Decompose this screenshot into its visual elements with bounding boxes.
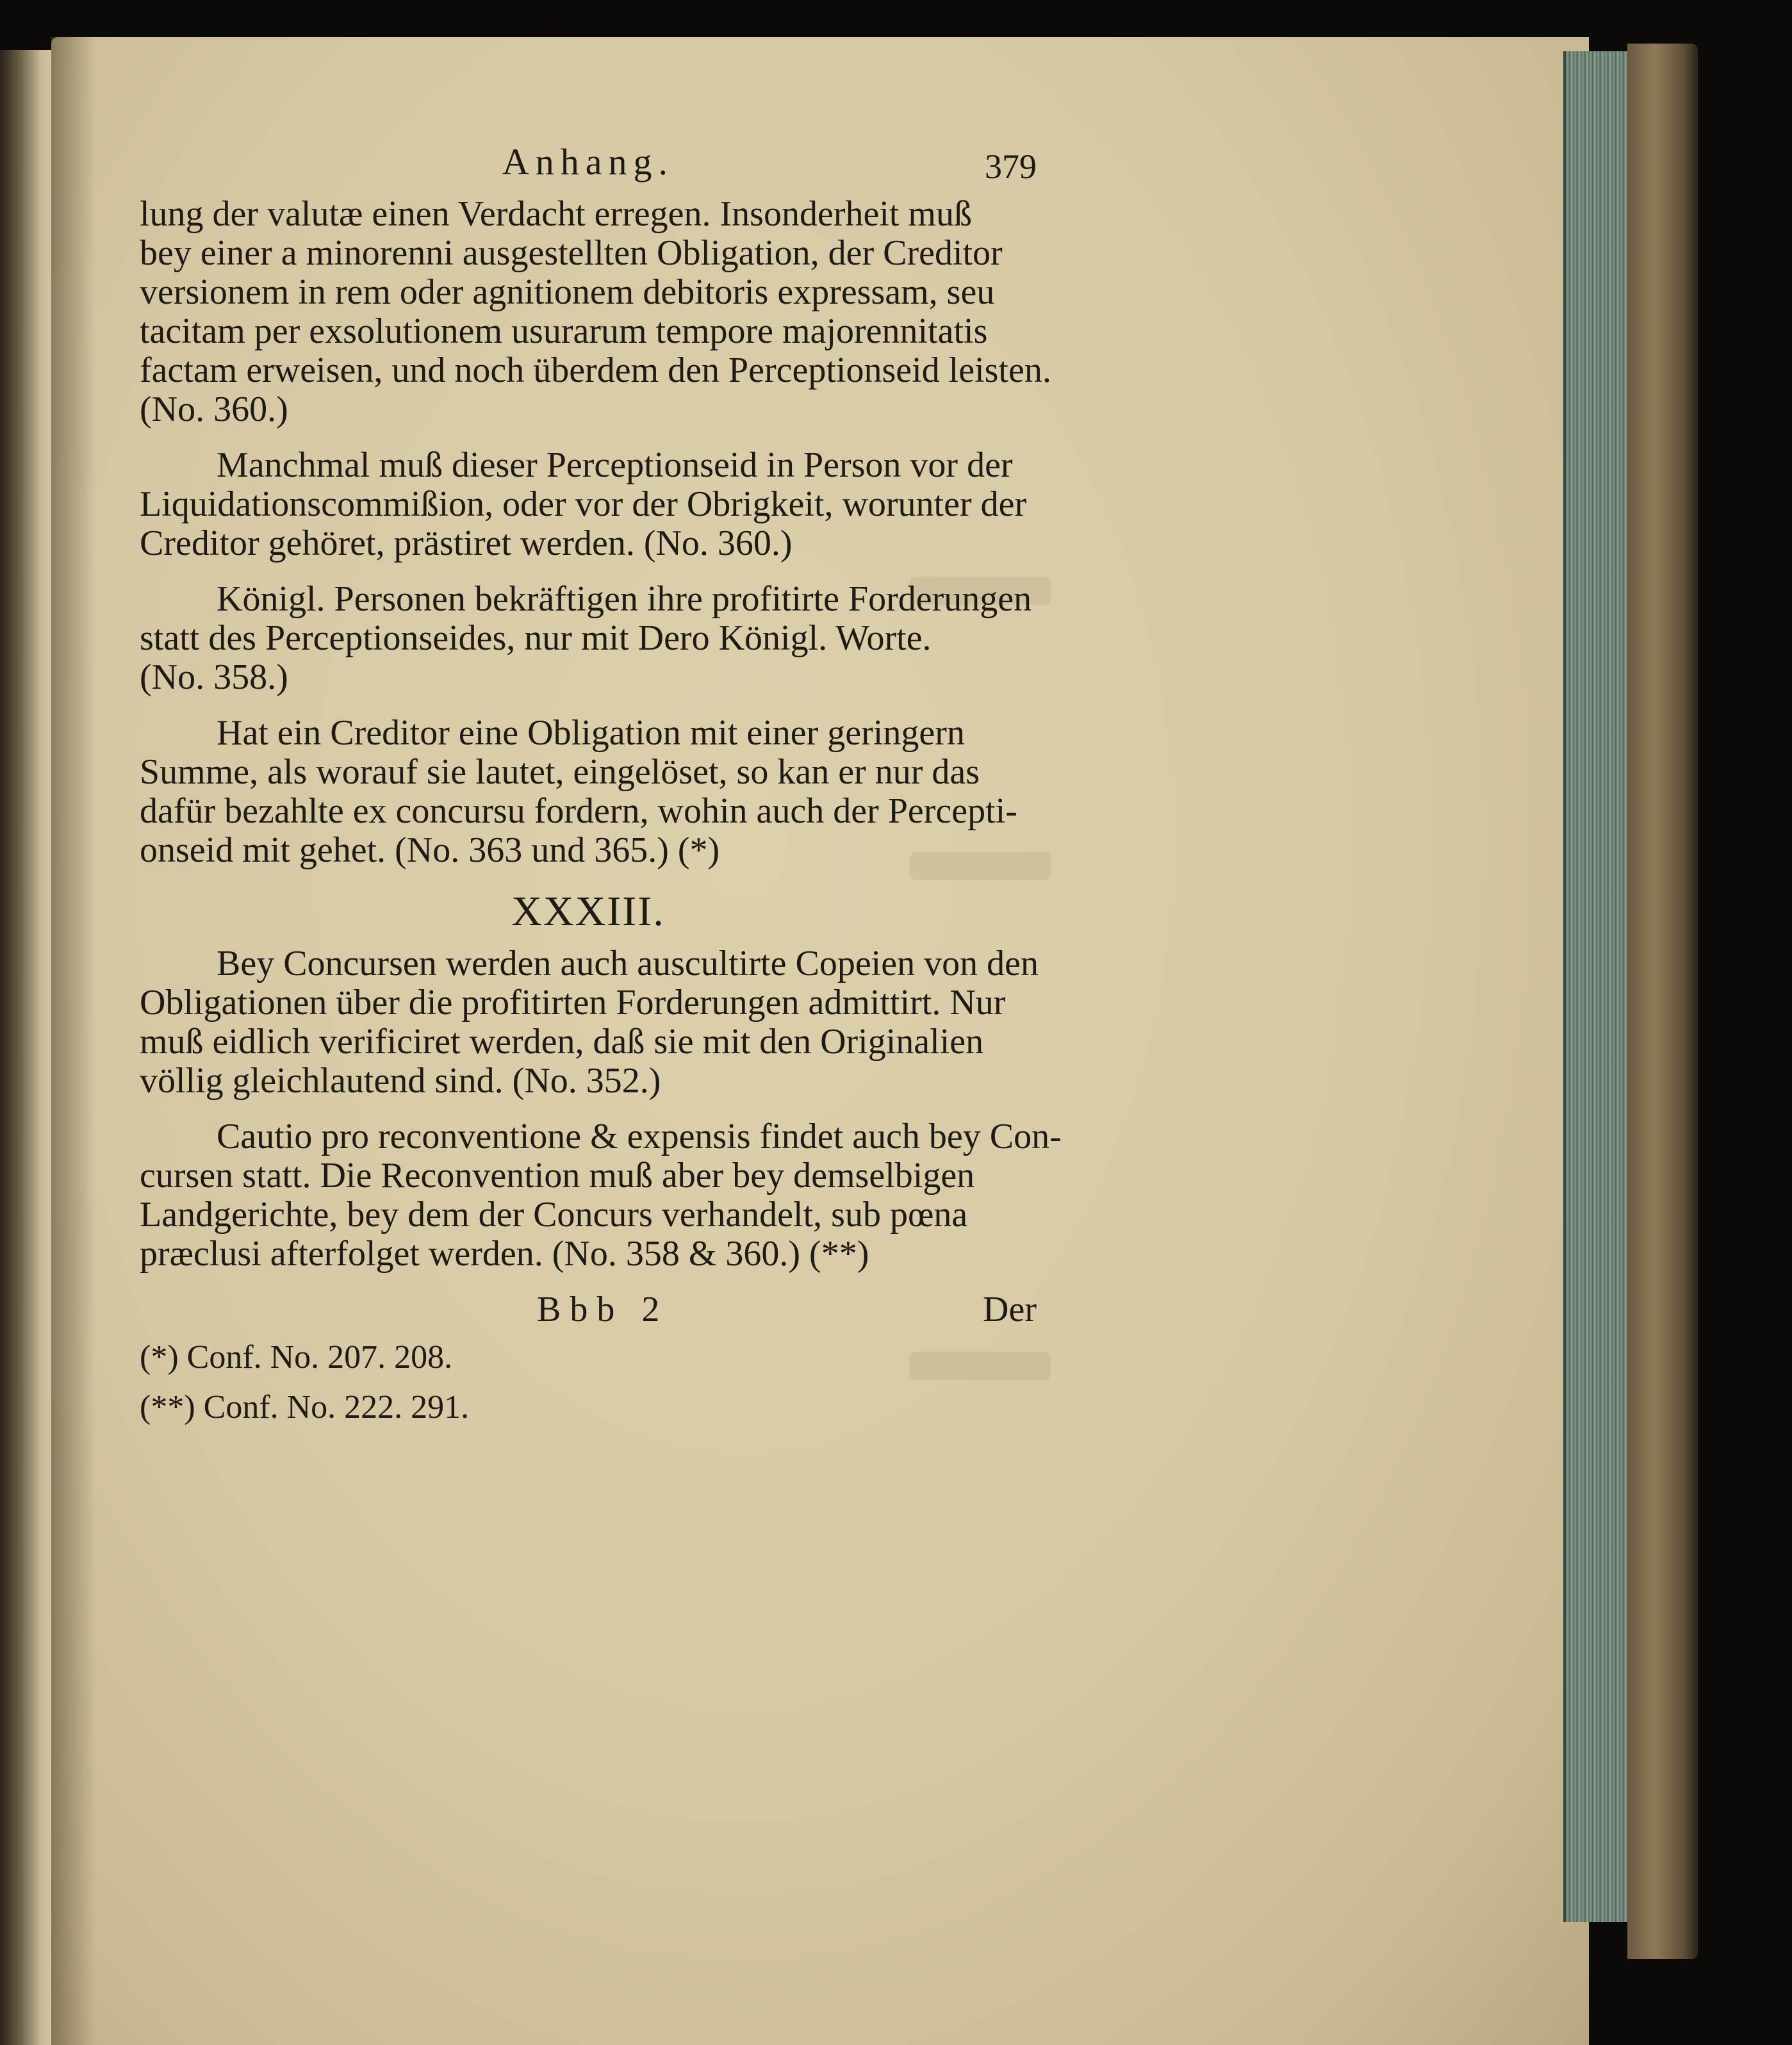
text-line: cursen statt. Die Reconvention muß aber bey demselbigen [140,1156,975,1195]
page-gutter-shadow [51,37,96,2045]
footnote: (*) Conf. No. 207. 208. [140,1339,453,1376]
section-title: XXXIII. [511,888,665,935]
text-line: statt des Perceptionseides, nur mit Dero Königl. Worte. [140,618,932,658]
text-line: Bey Concursen werden auch auscultirte Copeien von den [217,944,1039,983]
footnote: (**) Conf. No. 222. 291. [140,1389,470,1425]
text-line: dafür bezahlte ex concursu fordern, wohin auch der Percepti- [140,791,1017,831]
text-line: Cautio pro reconventione & expensis findet auch bey Con- [217,1117,1062,1156]
text-line: Liquidationscommißion, oder vor der Obrigkeit, worunter der [140,484,1027,524]
text-line: Landgerichte, bey dem der Concurs verhandelt, sub pœna [140,1195,968,1235]
page-signature-row [140,1290,1037,1331]
footnotes [140,1333,1037,1433]
page-text-block [140,141,1062,1433]
text-line: factam erweisen, und noch überdem den Perceptionseid leisten. [140,350,1051,390]
text-line: præclusi afterfolget werden. (No. 358 & 360.) (**) [140,1234,869,1274]
text-line: (No. 360.) [140,390,288,429]
text-line: onseid mit gehet. (No. 363 und 365.) (*) [140,830,720,870]
signature-mark: Bbb 2 [537,1290,669,1329]
page-number: 379 [985,147,1037,186]
text-line: bey einer a minorenni ausgestellten Obligation, der Creditor [140,233,1003,273]
text-line: muß eidlich verificiret werden, daß sie mit den Originalien [140,1022,984,1062]
paragraph-5 [140,944,1037,1101]
page-block-edges [1563,51,1636,1922]
facing-page-edge [0,50,59,2045]
text-line: völlig gleichlautend sind. (No. 352.) [140,1061,661,1101]
text-line: Summe, als worauf sie lautet, eingelöset, so kan er nur das [140,752,980,792]
text-line: tacitam per exsolutionem usurarum tempore majorennitatis [140,311,988,351]
running-title: Anhang. [502,141,675,183]
book-cover-edge [1627,44,1698,1959]
paragraph-4 [140,714,1037,870]
paragraph-6 [140,1117,1062,1274]
paragraph-3 [140,580,1037,697]
text-line: Creditor gehöret, prästiret werden. (No. 360.) [140,523,793,563]
text-line: lung der valutæ einen Verdacht erregen. Insonderheit muß [140,194,972,234]
text-line: (No. 358.) [140,657,288,697]
text-line: Obligationen über die profitirten Forderungen admittirt. Nur [140,983,1006,1022]
paragraph-2 [140,446,1037,563]
text-line: versionem in rem oder agnitionem debitoris expressam, seu [140,272,995,312]
text-line: Hat ein Creditor eine Obligation mit einer geringern [217,713,965,753]
paragraph-1 [140,194,1051,429]
text-line: Königl. Personen bekräftigen ihre profitirte Forderungen [217,579,1032,619]
catchword: Der [983,1290,1037,1329]
text-line: Manchmal muß dieser Perceptionseid in Person vor der [217,445,1013,485]
page-header [140,142,1037,188]
